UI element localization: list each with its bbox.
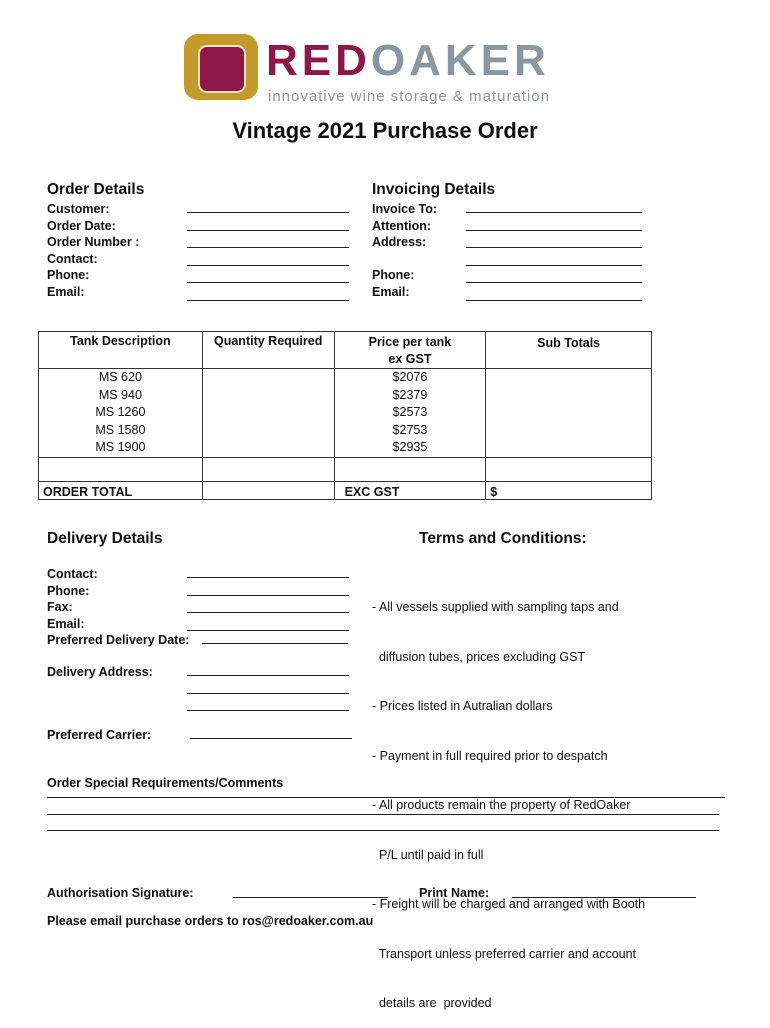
tank-desc: MS 940 (98, 387, 142, 402)
preferred-carrier-label: Preferred Carrier: (47, 728, 152, 742)
tank-price: $2379 (392, 387, 428, 402)
delivery-phone-input[interactable] (187, 584, 349, 596)
tank-desc: MS 1900 (95, 440, 146, 454)
address-input[interactable] (466, 236, 642, 248)
delivery-fax-input[interactable] (187, 601, 349, 613)
tank-price: $2935 (392, 440, 428, 454)
logo-square (198, 45, 246, 93)
table-body-row (39, 369, 652, 458)
table-header-row (39, 332, 652, 369)
tank-price: $2753 (392, 422, 428, 437)
col-header-tank: Tank Description (39, 332, 203, 369)
field-label: Address: (372, 235, 427, 249)
order-details-heading: Order Details (47, 181, 145, 198)
terms-line: details are provided (372, 996, 492, 1010)
tank-price: $2076 (392, 370, 428, 384)
price-list (334, 369, 486, 458)
logo-red-text: RED (266, 36, 371, 85)
delivery-address-line2-input[interactable] (187, 682, 349, 694)
field-label: Customer: (47, 202, 110, 216)
field-label: Email: (47, 284, 85, 299)
field-label: Order Date: (47, 218, 116, 233)
delivery-date-input[interactable] (202, 632, 348, 644)
attention-input[interactable] (466, 219, 642, 231)
field-label: Email: (372, 284, 410, 299)
terms-line: diffusion tubes, prices excluding GST (372, 649, 586, 664)
invoicing-details-heading: Invoicing Details (372, 181, 496, 198)
address-line2-input[interactable] (466, 254, 642, 266)
invoicing-details-labels (372, 201, 437, 300)
table-spacer-row (39, 457, 652, 481)
footer-email-note: Please email purchase orders to ros@redoaker.com.au (47, 914, 374, 928)
order-number-input[interactable] (187, 236, 349, 248)
col-header-subtotals: Sub Totals (486, 332, 652, 369)
comments-line-2[interactable] (47, 814, 719, 815)
field-label: Invoice To: (372, 202, 438, 216)
table-total-row (39, 481, 652, 499)
field-label: Email: (47, 616, 85, 631)
field-label: Phone: (47, 268, 90, 282)
field-label: Phone: (372, 268, 415, 282)
field-label (372, 251, 437, 268)
authorisation-signature-input[interactable] (233, 886, 388, 898)
subtotal-cell[interactable] (486, 369, 652, 458)
page-title: Vintage 2021 Purchase Order (232, 118, 538, 143)
terms-line: P/L until paid in full (372, 847, 484, 862)
print-name-input[interactable] (512, 886, 696, 898)
contact-input[interactable] (187, 254, 349, 266)
print-name-label: Print Name: (419, 886, 490, 900)
authorisation-signature-label: Authorisation Signature: (47, 886, 194, 900)
comments-line-1[interactable] (47, 797, 725, 798)
order-total-label: ORDER TOTAL (39, 481, 203, 499)
order-details-labels (47, 201, 139, 300)
field-label: Order Number : (47, 235, 140, 249)
empty-cell[interactable] (486, 457, 652, 481)
delivery-contact-input[interactable] (187, 566, 349, 578)
price-header-line1: Price per tank (368, 335, 452, 349)
order-table (38, 331, 652, 500)
order-total-value[interactable]: $ (486, 481, 652, 499)
tank-price: $2573 (392, 405, 428, 419)
terms-heading: Terms and Conditions: (419, 530, 587, 547)
invoice-email-input[interactable] (466, 289, 642, 301)
customer-input[interactable] (187, 201, 349, 213)
tank-list (39, 369, 203, 458)
col-header-price (334, 332, 486, 369)
logo-tagline: innovative wine storage & maturation (268, 88, 550, 105)
field-label: Contact: (47, 567, 98, 581)
terms-line: - Payment in full required prior to despatch (372, 748, 608, 763)
field-label: Attention: (372, 218, 432, 233)
empty-cell (334, 457, 486, 481)
price-header-line2: ex GST (388, 352, 432, 366)
field-label: Contact: (47, 251, 98, 266)
exc-gst-label: EXC GST (334, 481, 486, 499)
invoice-to-input[interactable] (466, 201, 642, 213)
invoice-phone-input[interactable] (466, 271, 642, 283)
delivery-address-line3-input[interactable] (187, 699, 349, 711)
terms-line: - Freight will be charged and arranged with Booth (372, 897, 646, 911)
terms-line: - All vessels supplied with sampling taps and (372, 600, 619, 614)
empty-cell (202, 481, 334, 499)
col-header-quantity: Quantity Required (202, 332, 334, 369)
logo-wordmark (266, 36, 550, 86)
terms-line: Transport unless preferred carrier and account (372, 946, 637, 961)
invoicing-details-lines (466, 201, 642, 301)
delivery-details-heading: Delivery Details (47, 530, 163, 547)
terms-line: - Prices listed in Autralian dollars (372, 699, 553, 713)
preferred-carrier-input[interactable] (190, 727, 352, 739)
order-details-lines (187, 201, 349, 301)
delivery-address-lines (187, 664, 349, 711)
empty-cell[interactable] (202, 457, 334, 481)
email-input[interactable] (187, 289, 349, 301)
delivery-lines (187, 566, 349, 631)
delivery-email-input[interactable] (187, 619, 349, 631)
tank-desc: MS 1260 (95, 405, 146, 419)
field-label: Preferred Delivery Date: (47, 633, 190, 647)
delivery-address-label: Delivery Address: (47, 665, 153, 679)
comments-line-3[interactable] (47, 830, 719, 831)
logo-grey-text: OAKER (370, 36, 550, 85)
tank-desc: MS 1580 (95, 422, 146, 437)
order-date-input[interactable] (187, 219, 349, 231)
delivery-address-input[interactable] (187, 664, 349, 676)
delivery-labels (47, 566, 189, 649)
tank-desc: MS 620 (98, 370, 142, 384)
quantity-cell[interactable] (202, 369, 334, 458)
empty-cell (39, 457, 203, 481)
field-label: Phone: (47, 583, 90, 598)
terms-line: - All products remain the property of RedOaker (372, 798, 631, 812)
field-label: Fax: (47, 600, 73, 614)
phone-input[interactable] (187, 271, 349, 283)
comments-label: Order Special Requirements/Comments (47, 776, 284, 790)
